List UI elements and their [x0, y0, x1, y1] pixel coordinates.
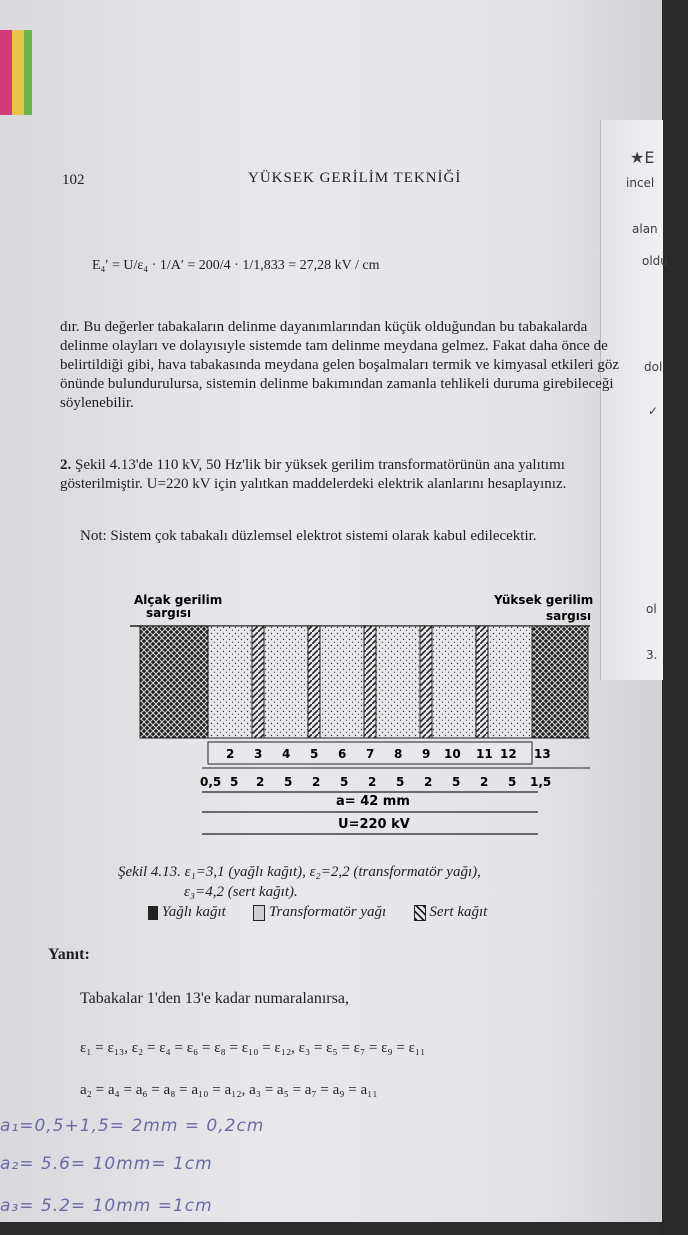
oil-layer [488, 626, 532, 738]
total-thickness: a= 42 mm [336, 794, 410, 809]
layer-number: 8 [394, 747, 403, 761]
layer-number: 6 [338, 747, 347, 761]
layer-number: 7 [366, 747, 375, 761]
layer-number: 5 [310, 747, 319, 761]
low-voltage-winding [140, 626, 208, 738]
hard-paper-layer [252, 626, 264, 738]
caption-line-1: Şekil 4.13. ε₁=3,1 (yağlı kağıt), ε₂=2,2 (transformatör yağı), [118, 864, 481, 880]
side-note: ★E [630, 148, 655, 167]
side-note: alan [632, 222, 658, 236]
layer-width: 2 [480, 775, 489, 789]
epsilon-relation: ε₁ = ε₁₃, ε₂ = ε₄ = ε₆ = ε₈ = ε₁₀ = ε₁₂, ε₃ = ε₅ = ε₇ = ε₉ = ε₁₁ [80, 1040, 426, 1056]
oil-layer [264, 626, 308, 738]
hard-paper-layer [308, 626, 320, 738]
legend-hard-paper: Sert kağıt [429, 904, 488, 920]
layer-number: 13 [534, 747, 551, 761]
problem-2 [60, 456, 620, 494]
layer-width: 5 [508, 775, 517, 789]
low-voltage-label: Alçak gerilim [134, 593, 223, 607]
answer-heading: Yanıt: [48, 946, 90, 963]
side-note: 3. [646, 648, 658, 662]
page-header-title: YÜKSEK GERİLİM TEKNİĞİ [248, 170, 462, 186]
hard-paper-swatch-icon [414, 905, 426, 921]
figure-caption [118, 862, 481, 902]
layer-width: 2 [312, 775, 321, 789]
layer-number: 10 [444, 747, 461, 761]
side-note: incel [626, 176, 655, 190]
equation-e4: E₄′ = U/ε₄ · 1/A′ = 200/4 · 1/1,833 = 27,28 kV / cm [92, 258, 380, 273]
low-voltage-label-2: sargısı [146, 606, 192, 620]
yellow-tab [12, 30, 24, 115]
high-voltage-winding [532, 626, 588, 738]
oil-layer [208, 626, 252, 738]
side-note: ✓ [648, 404, 659, 418]
handwritten-line-3: a₃= 5.2= 10mm =1cm [0, 1196, 213, 1216]
problem-number: 2. [60, 457, 72, 473]
hard-paper-layer [364, 626, 376, 738]
layer-number: 4 [282, 747, 291, 761]
layer-width: 2 [424, 775, 433, 789]
problem-text: Şekil 4.13'de 110 kV, 50 Hz'lik bir yüksek gerilim transformatörünün ana yalıtımı gösterilmiştir. U=220 kV için yalıtkan maddelerdeki elektrik alanlarını hesaplayınız. [60, 457, 567, 492]
thickness-relation: a₂ = a₄ = a₆ = a₈ = a₁₀ = a₁₂, a₃ = a₅ = a₇ = a₉ = a₁₁ [80, 1082, 378, 1098]
green-tab [24, 30, 32, 115]
high-voltage-label-2: sargısı [546, 609, 592, 623]
legend-oil-paper: Yağlı kağıt [161, 904, 226, 920]
layer-number: 12 [500, 747, 517, 761]
oil-paper-swatch-icon [148, 906, 158, 920]
page-number: 102 [62, 172, 85, 188]
oil-layer [432, 626, 476, 738]
side-note: ol [646, 602, 657, 616]
oil-layer [320, 626, 364, 738]
layer-width: 5 [230, 775, 239, 789]
high-voltage-label: Yüksek gerilim [494, 593, 594, 607]
hard-paper-layer [476, 626, 488, 738]
layer-number: 2 [226, 747, 235, 761]
figure-legend [148, 904, 487, 921]
sticky-tabs [0, 30, 32, 115]
layer-width: 0,5 [200, 775, 222, 789]
layer-width: 1,5 [530, 775, 552, 789]
layer-width: 5 [340, 775, 349, 789]
layer-width-labels [200, 775, 551, 789]
transformer-oil-swatch-icon [253, 905, 265, 921]
handwritten-line-1: a₁=0,5+1,5= 2mm = 0,2cm [0, 1116, 265, 1136]
layer-width: 5 [396, 775, 405, 789]
legend-transformer-oil: Transformatör yağı [269, 904, 387, 920]
bottom-shadow [0, 1222, 662, 1235]
total-voltage: U=220 kV [338, 817, 410, 832]
insulation-figure [120, 590, 600, 840]
answer-intro: Tabakalar 1'den 13'e kadar numaralanırsa, [80, 990, 349, 1007]
paragraph-breakdown: dır. Bu değerler tabakaların delinme dayanımlarından küçük olduğundan bu tabakalarda delinme olayları ve dolayısıyle sistemde tam delinme meydana gelmez. Fakat daha önce de belirtildiği gibi, hava tabakasında meydana gelen boşalmaları termik ve kimyasal etkileri göz önünde bulundurulursa, sistemin delinme bakımından zamanla tehlikeli duruma girebileceği söylenebilir. [60, 319, 619, 411]
pink-tab [0, 30, 12, 115]
oil-layer [376, 626, 420, 738]
handwritten-line-2: a₂= 5.6= 10mm= 1cm [0, 1154, 213, 1174]
side-note: oldu [642, 254, 668, 268]
layer-width: 5 [452, 775, 461, 789]
layer-width: 2 [368, 775, 377, 789]
side-note: dol [644, 360, 663, 374]
hard-paper-layer [420, 626, 432, 738]
caption-line-2: ε₃=4,2 (sert kağıt). [184, 884, 298, 900]
layer-width: 5 [284, 775, 293, 789]
layer-number: 3 [254, 747, 263, 761]
layer-width: 2 [256, 775, 265, 789]
layer-number: 9 [422, 747, 431, 761]
note: Not: Sistem çok tabakalı düzlemsel elektrot sistemi olarak kabul edilecektir. [80, 528, 537, 544]
layer-number: 11 [476, 747, 493, 761]
